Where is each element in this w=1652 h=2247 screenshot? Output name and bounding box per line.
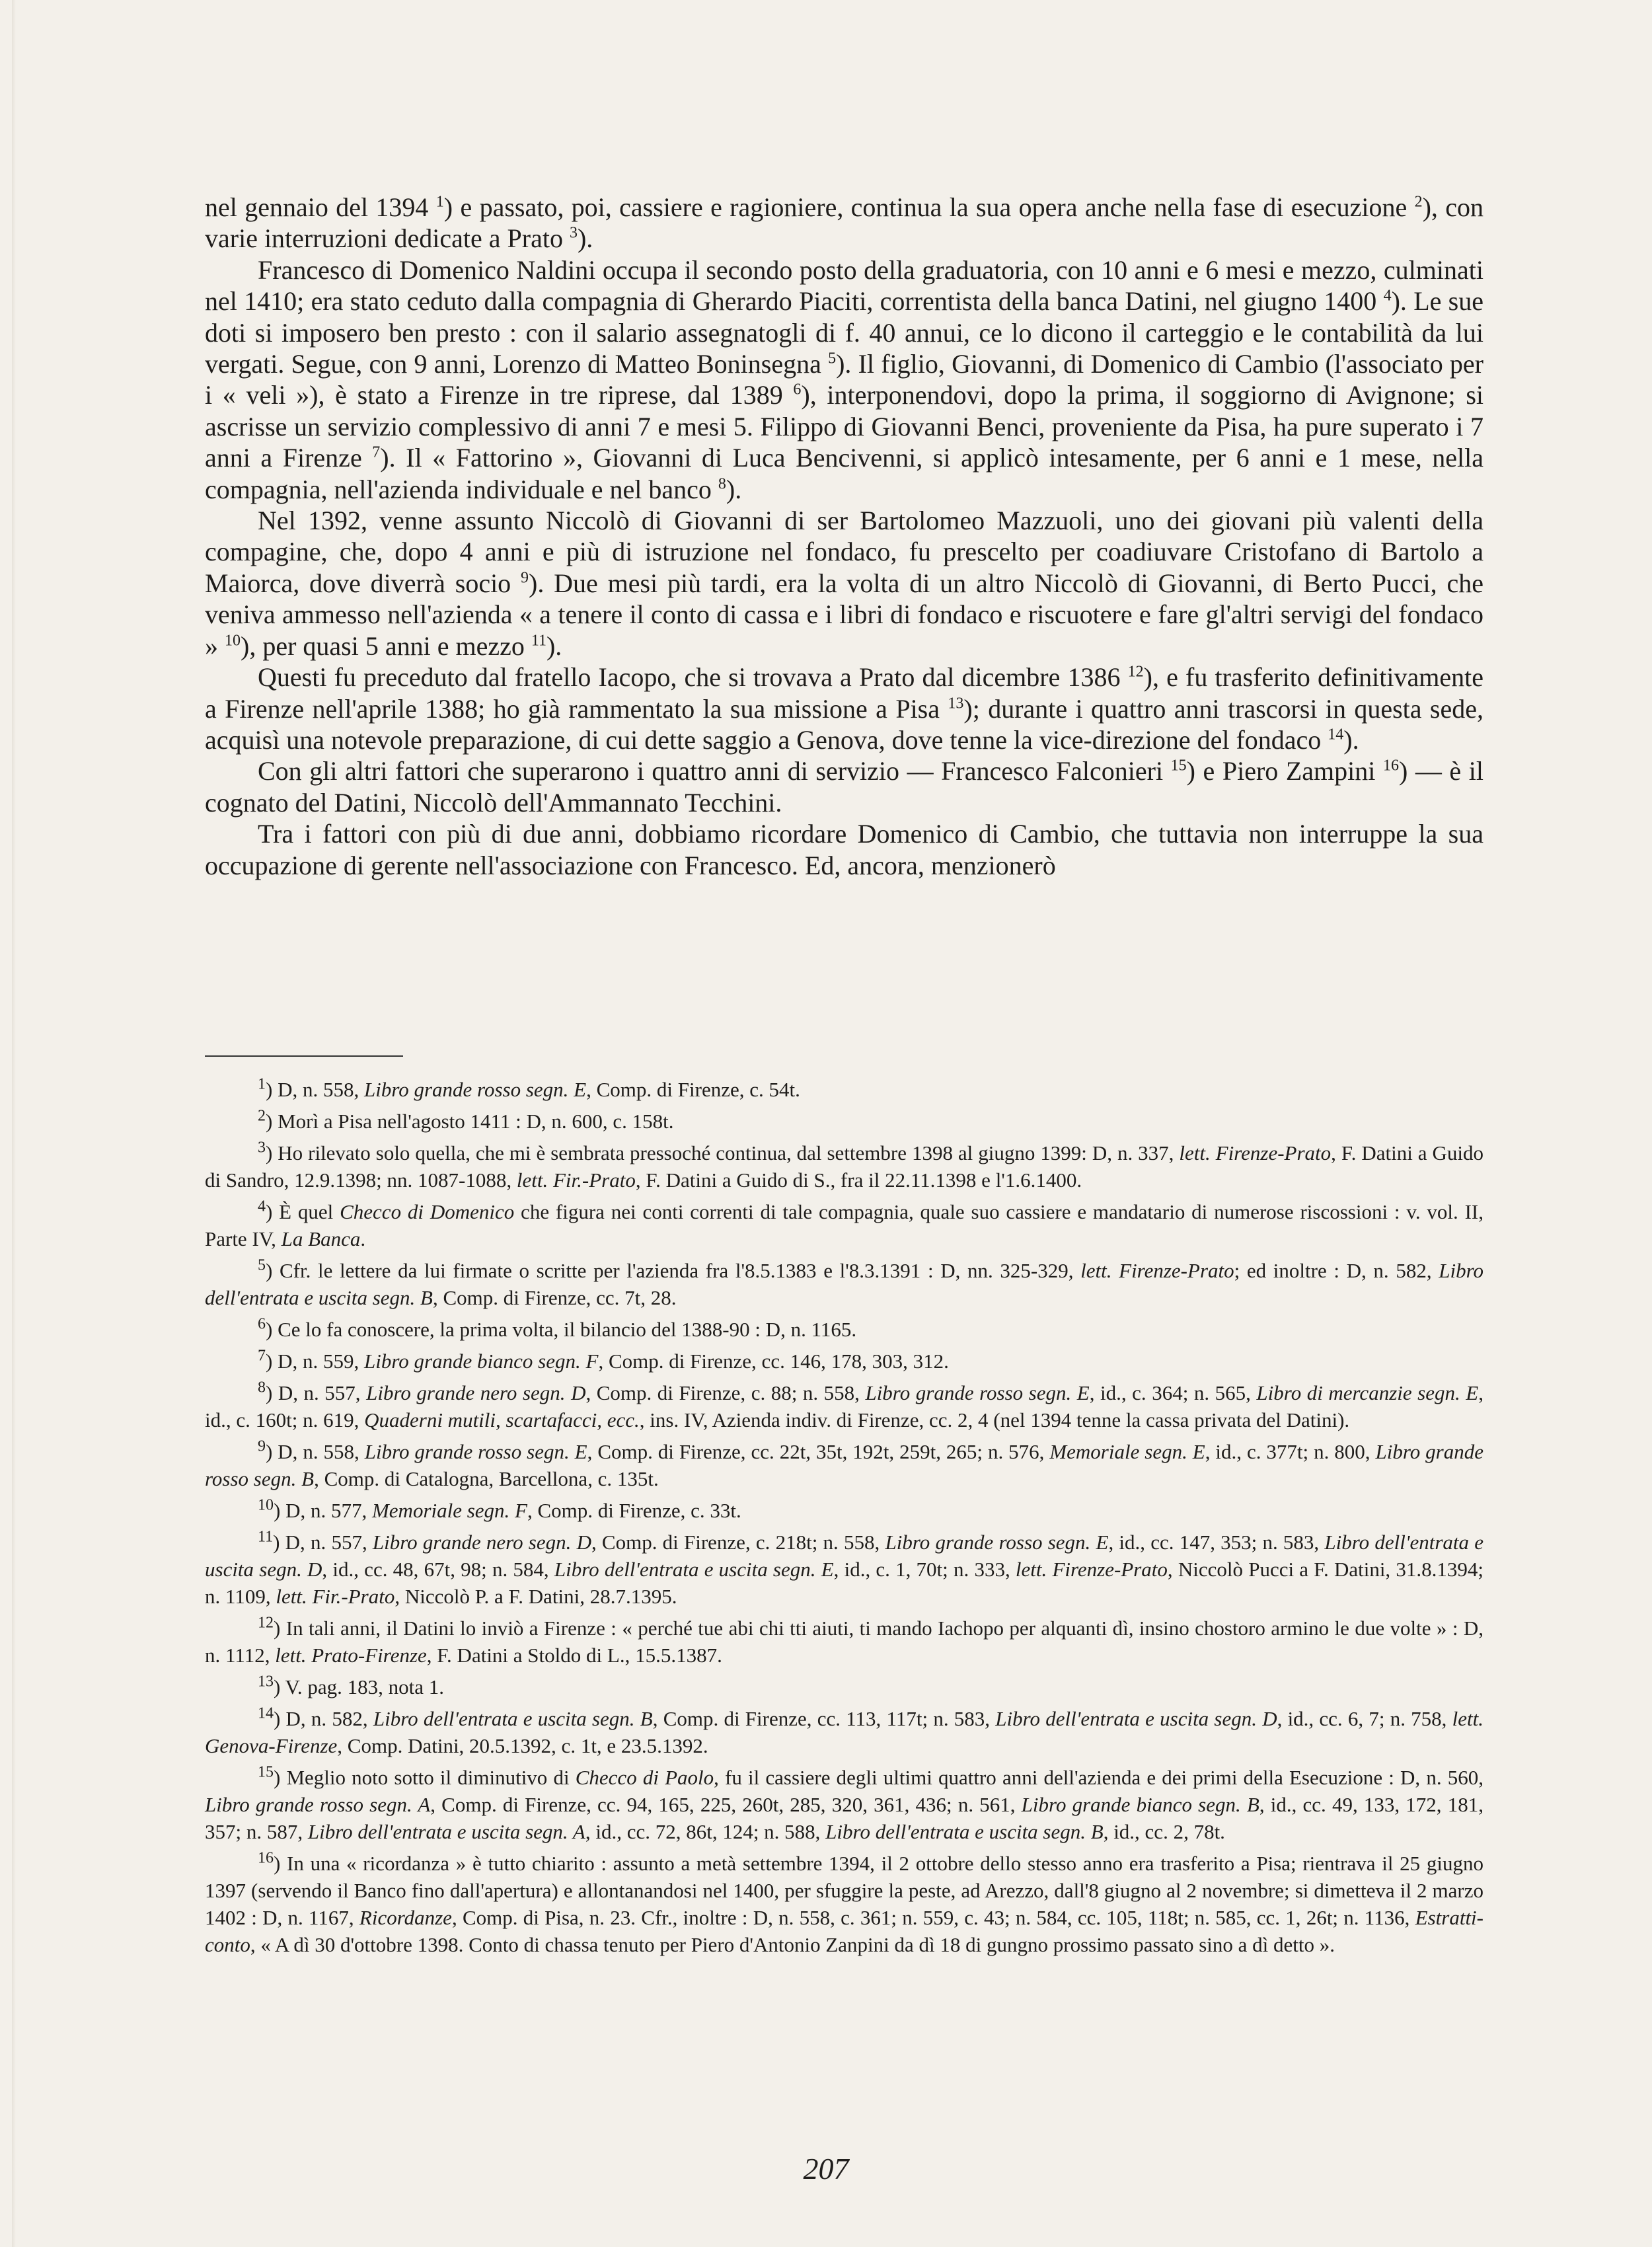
text-run: , F. Datini a Guido di Sandro, 12.9.1398; nn. 1087-1088, [205,1141,1483,1192]
italic-title: Checco di Paolo [575,1766,714,1789]
footnote [205,1529,1483,1610]
text-run: , Comp. di Firenze, c. 88; n. 558, [585,1381,866,1404]
footnote [205,1316,1483,1343]
footnote-ref: 8 [258,1379,266,1396]
text-run: ). [1343,724,1359,755]
italic-title: Libro grande rosso segn. E [885,1531,1109,1554]
body-paragraph [205,254,1483,505]
footnote-ref: 15 [1170,757,1187,775]
text-run: Francesco di Domenico Naldini occupa il secondo posto della graduatoria, con 10 anni e 6 mesi e mezzo, culminati nel 1410; era stato ceduto dalla compagnia di Gherardo Piaciti, correntista della banca Datini, nel giugno 1400 [205,254,1483,317]
text-run: ), e fu trasferito definitivamente a Firenze nell'aprile 1388; ho già rammentato la sua missione a Pisa [205,662,1483,724]
text-run: ) Morì a Pisa nell'agosto 1411 : D, n. 600, c. 158t. [266,1110,674,1133]
text-run: ) D, n. 557, [273,1531,373,1554]
footnote-ref: 6 [258,1315,266,1333]
footnote-ref: 11 [531,632,546,650]
italic-title: lett. Firenze-Prato [1080,1259,1234,1282]
footnote [205,1497,1483,1524]
footnote [205,1108,1483,1135]
footnote [205,1438,1483,1492]
text-run: Con gli altri fattori che superarono i quattro anni di servizio — Francesco Falconieri [258,756,1171,786]
footnote-ref: 7 [258,1347,266,1365]
italic-title: Ricordanze [359,1906,452,1929]
footnote-ref: 16 [1382,757,1399,775]
italic-title: Libro dell'entrata e uscita segn. E [554,1558,834,1581]
footnote [205,1764,1483,1845]
text-run: ). [577,223,593,254]
text-run: ) D, n. 558, [266,1078,364,1101]
footnote-ref: 3 [258,1139,266,1157]
italic-title: Libro grande rosso segn. E [364,1440,587,1463]
footnote-ref: 6 [793,381,802,399]
italic-title: lett. Fir.-Prato [276,1585,395,1608]
footnote-ref: 4 [1383,287,1392,305]
text-run: , Niccolò P. a F. Datini, 28.7.1395. [394,1585,677,1608]
text-run: ) D, n. 582, [274,1707,373,1730]
text-run: , « A dì 30 d'ottobre 1398. Conto di chassa tenuto per Piero d'Antonio Zanpini da dì 18 di gungno prossimo passato sino a dì detto ». [250,1933,1335,1956]
italic-title: Libro di mercanzie segn. E [1256,1381,1479,1404]
footnotes [205,1076,1483,1963]
italic-title: Libro grande nero segn. D [366,1381,586,1404]
text-run: Nel 1392, venne assunto Niccolò di Giovanni di ser Bartolomeo Mazzuoli, uno dei giovani più valenti della compagine, che, dopo 4 anni e più di istruzione nel fondaco, fu prescelto per coadiuvare Cristofano di Bartolo a Maiorca, dove diverrà socio [205,506,1483,598]
italic-title: Estratti-conto [205,1906,1483,1956]
text-run: che figura nei conti correnti di tale compagnia, quale suo cassiere e mandatario di numerose riscossioni : v. vol. II, Parte IV, [205,1200,1483,1250]
page-number: 207 [803,2152,849,2186]
italic-title: Libro dell'entrata e uscita segn. B [373,1707,653,1730]
text-run: ). [546,630,562,661]
italic-title: Libro grande bianco segn. F [363,1350,599,1373]
footnote-ref: 14 [1328,726,1344,743]
footnote-ref: 11 [258,1528,274,1546]
text-run: ) — è il cognato del Datini, Niccolò dell'Ammannato Tecchini. [205,756,1483,818]
text-run: , Comp. di Pisa, n. 23. Cfr., inoltre : D, n. 558, c. 361; n. 559, c. 43; n. 584, cc. 105, 118t; n. 585, cc. 1, 26t; n. 1136, [451,1906,1415,1929]
body-paragraph [205,192,1483,254]
footnote-ref: 15 [258,1763,274,1781]
text-run: , F. Datini a Stoldo di L., 15.5.1387. [426,1644,722,1667]
footnote-ref: 1 [435,193,444,211]
text-run: ). Il « Fattorino », Giovanni di Luca Bencivenni, si applicò intesamente, per 6 anni e 1 mese, nella compagnia, nell'azienda individuale e nel banco [205,443,1484,504]
italic-title: Libro dell'entrata e uscita segn. A [307,1820,585,1843]
text-run: ) Cfr. le lettere da lui firmate o scritte per l'azienda fra l'8.5.1383 e l'8.3.1391 : D, nn. 325-329, [266,1259,1081,1282]
text-run: , F. Datini a Guido di S., fra il 22.11.1398 e l'1.6.1400. [635,1168,1082,1192]
footnote [205,1076,1483,1103]
text-run: , id., cc. 49, 133, 172, 181, 357; n. 587, [205,1793,1483,1843]
text-run: ; ed inoltre : D, n. 582, [1234,1259,1439,1282]
footnote [205,1615,1483,1669]
text-run: , id., cc. 147, 353; n. 583, [1108,1531,1325,1554]
italic-title: La Banca [281,1227,361,1250]
body-paragraph [205,505,1483,662]
text-run: , id., cc. 48, 67t, 98; n. 584, [322,1558,554,1581]
text-run: nel gennaio del 1394 [205,192,436,222]
footnote-ref: 4 [258,1198,266,1215]
text-run: , Niccolò Pucci a F. Datini, 31.8.1394; n. 1109, [205,1558,1483,1608]
footnote-ref: 2 [258,1107,266,1125]
text-run: ) Ce lo fa conoscere, la prima volta, il bilancio del 1388-90 : D, n. 1165. [266,1318,857,1341]
text-run: , Comp. Datini, 20.5.1392, c. 1t, e 23.5.1392. [337,1734,708,1757]
text-run: , id., c. 1, 70t; n. 333, [833,1558,1016,1581]
italic-title: Libro grande rosso segn. E [865,1381,1090,1404]
text-run: , fu il cassiere degli ultimi quattro anni dell'azienda e dei primi della Esecuzione : D, n. 560, [714,1766,1483,1789]
italic-title: Checco di Domenico [340,1200,515,1223]
italic-title: Libro grande rosso segn. E [363,1078,587,1101]
text-run: ) D, n. 577, [274,1499,372,1522]
footnote [205,1850,1483,1958]
text-run: ). Il figlio, Giovanni, di Domenico di Cambio (l'associato per i « veli »), è stato a Firenze in tre riprese, dal 1389 [205,349,1483,410]
italic-title: Libro dell'entrata e uscita segn. B [825,1820,1104,1843]
footnote-ref: 2 [1414,193,1423,211]
text-run: ) D, n. 557, [266,1381,367,1404]
text-run: ); durante i quattro anni trascorsi in questa sede, acquisì una notevole preparazione, di cui dette saggio a Genova, dove tenne la vice-direzione del fondaco [205,693,1483,755]
footnote-ref: 12 [258,1614,274,1632]
text-run: ) Ho rilevato solo quella, che mi è sembrata pressoché continua, dal settembre 1398 al giugno 1399: D, n. 337, [266,1141,1180,1164]
text-run: , id., c. 377t; n. 800, [1205,1440,1376,1463]
text-run: , Comp. di Catalogna, Barcellona, c. 135t. [314,1467,659,1490]
footnote-ref: 10 [225,632,241,650]
footnote-ref: 5 [828,350,837,367]
text-run: ) In una « ricordanza » è tutto chiarito : assunto a metà settembre 1394, il 2 ottobre dello stesso anno era trasferito a Pisa; rientrava il 25 giugno 1397 (servendo il Banco fino dall'apertura) e allontanandosi nel 1400, per sfuggire la peste, ad Arezzo, dall'8 giugno al 2 novembre; si dimetteva il 2 marzo 1402 : D, n. 1167, [205,1852,1483,1929]
footnote [205,1348,1483,1375]
footnote [205,1257,1483,1311]
body-text [205,192,1483,881]
footnote-ref: 13 [258,1673,274,1691]
text-run: ). Due mesi più tardi, era la volta di un altro Niccolò di Giovanni, di Berto Pucci, che veniva ammesso nell'azienda « a tenere il conto di cassa e i libri di fondaco e riscuotere e fare gl'altri servigi del fondaco » [205,568,1483,661]
text-run: ). Le sue doti si imposero ben presto : con il salario assegnatogli di f. 40 annui, ce lo dicono il carteggio e le contabilità da lui vergati. Segue, con 9 anni, Lorenzo di Matteo Boninsegna [205,286,1484,379]
footnote [205,1673,1483,1700]
text-run: , Comp. di Firenze, cc. 113, 117t; n. 583, [652,1707,996,1730]
text-run: ) V. pag. 183, nota 1. [274,1675,445,1698]
footnote [205,1705,1483,1759]
text-run: ) D, n. 559, [266,1350,364,1373]
text-run: , Comp. di Firenze, c. 218t; n. 558, [591,1531,885,1554]
footnote-ref: 16 [258,1849,274,1867]
text-run: , Comp. di Firenze, c. 54t. [586,1078,800,1101]
footnote-ref: 14 [258,1704,274,1722]
text-run: , id., cc. 2, 78t. [1103,1820,1225,1843]
text-run: , id., cc. 6, 7; n. 758, [1277,1707,1452,1730]
italic-title: lett. Genova-Firenze [205,1707,1484,1757]
body-paragraph [205,755,1483,818]
italic-title: Memoriale segn. E [1049,1440,1205,1463]
footnote-ref: 9 [521,569,529,587]
text-run: ). [726,474,742,504]
text-run: , Comp. di Firenze, cc. 94, 165, 225, 260t, 285, 320, 361, 436; n. 561, [430,1793,1022,1816]
text-run: , id., c. 364; n. 565, [1089,1381,1257,1404]
italic-title: Memoriale segn. F [371,1499,527,1522]
text-run: , ins. IV, Azienda indiv. di Firenze, cc. 2, 4 (nel 1394 tenne la cassa privata del Datini). [639,1408,1350,1431]
text-run: , id., cc. 72, 86t, 124; n. 588, [585,1820,826,1843]
text-run: ) e passato, poi, cassiere e ragioniere, continua la sua opera anche nella fase di esecuzione [443,192,1415,222]
text-run: ) e Piero Zampini [1186,756,1383,786]
italic-title: lett. Fir.-Prato [516,1168,636,1192]
body-paragraph [205,818,1483,881]
italic-title: Libro grande rosso segn. A [205,1793,431,1816]
footnote-ref: 10 [258,1496,274,1514]
italic-title: Libro grande nero segn. D [372,1531,591,1554]
footnote-ref: 12 [1127,663,1144,681]
text-run: ) Meglio noto sotto il diminutivo di [274,1766,576,1789]
text-run: , Comp. di Firenze, cc. 146, 178, 303, 312. [598,1350,949,1373]
text-run: , Comp. di Firenze, cc. 22t, 35t, 192t, 259t, 265; n. 576, [587,1440,1050,1463]
footnote-ref: 8 [718,475,726,493]
footnote [205,1379,1483,1433]
italic-title: Libro dell'entrata e uscita segn. B [205,1259,1483,1309]
text-run: ) D, n. 558, [266,1440,365,1463]
footnote-ref: 9 [258,1437,266,1455]
footnote-ref: 3 [569,225,578,243]
text-run: Tra i fattori con più di due anni, dobbiamo ricordare Domenico di Cambio, che tuttavia non interruppe la sua occupazione di gerente nell'associazione con Francesco. Ed, ancora, menzionerò [205,819,1483,880]
italic-title: lett. Firenze-Prato [1179,1141,1332,1164]
body-paragraph [205,662,1483,755]
binding-gutter [12,0,16,2247]
italic-title: Libro dell'entrata e uscita segn. D [995,1707,1277,1730]
italic-title: lett. Prato-Firenze [275,1644,427,1667]
text-run: ) È quel [266,1200,340,1223]
text-run: , Comp. di Firenze, cc. 7t, 28. [432,1286,677,1309]
italic-title: Libro grande bianco segn. B [1021,1793,1259,1816]
footnote [205,1198,1483,1252]
text-run: , id., c. 160t; n. 619, [205,1381,1483,1431]
italic-title: Libro grande rosso segn. B [205,1440,1483,1490]
text-run: ) In tali anni, il Datini lo inviò a Firenze : « perché tue abi chi tti aiuti, ti mando Iachopo per alquanti dì, insino chostoro armino le due volte » : D, n. 1112, [205,1617,1483,1667]
text-run: ), con varie interruzioni dedicate a Prato [205,192,1484,254]
text-run: , Comp. di Firenze, c. 33t. [527,1499,741,1522]
text-run: . [360,1227,366,1250]
italic-title: Quaderni mutili, scartafacci, ecc. [364,1408,640,1431]
text-run: ), interponendovi, dopo la prima, il soggiorno di Avignone; si ascrisse un servizio complessivo di anni 7 e mesi 5. Filippo di Giovanni Benci, proveniente da Pisa, ha pure superato i 7 anni a Firenze [205,380,1483,473]
footnote-rule [205,1055,403,1057]
footnote-ref: 7 [372,443,381,461]
text-run: Questi fu preceduto dal fratello Iacopo, che si trovava a Prato dal dicembre 1386 [258,662,1128,693]
italic-title: Libro dell'entrata e uscita segn. D [205,1531,1483,1581]
footnote-ref: 13 [948,695,964,712]
footnote-ref: 5 [258,1256,266,1274]
text-run: ), per quasi 5 anni e mezzo [241,630,531,661]
footnote [205,1139,1483,1194]
italic-title: lett. Firenze-Prato [1015,1558,1168,1581]
footnote-ref: 1 [258,1075,266,1093]
